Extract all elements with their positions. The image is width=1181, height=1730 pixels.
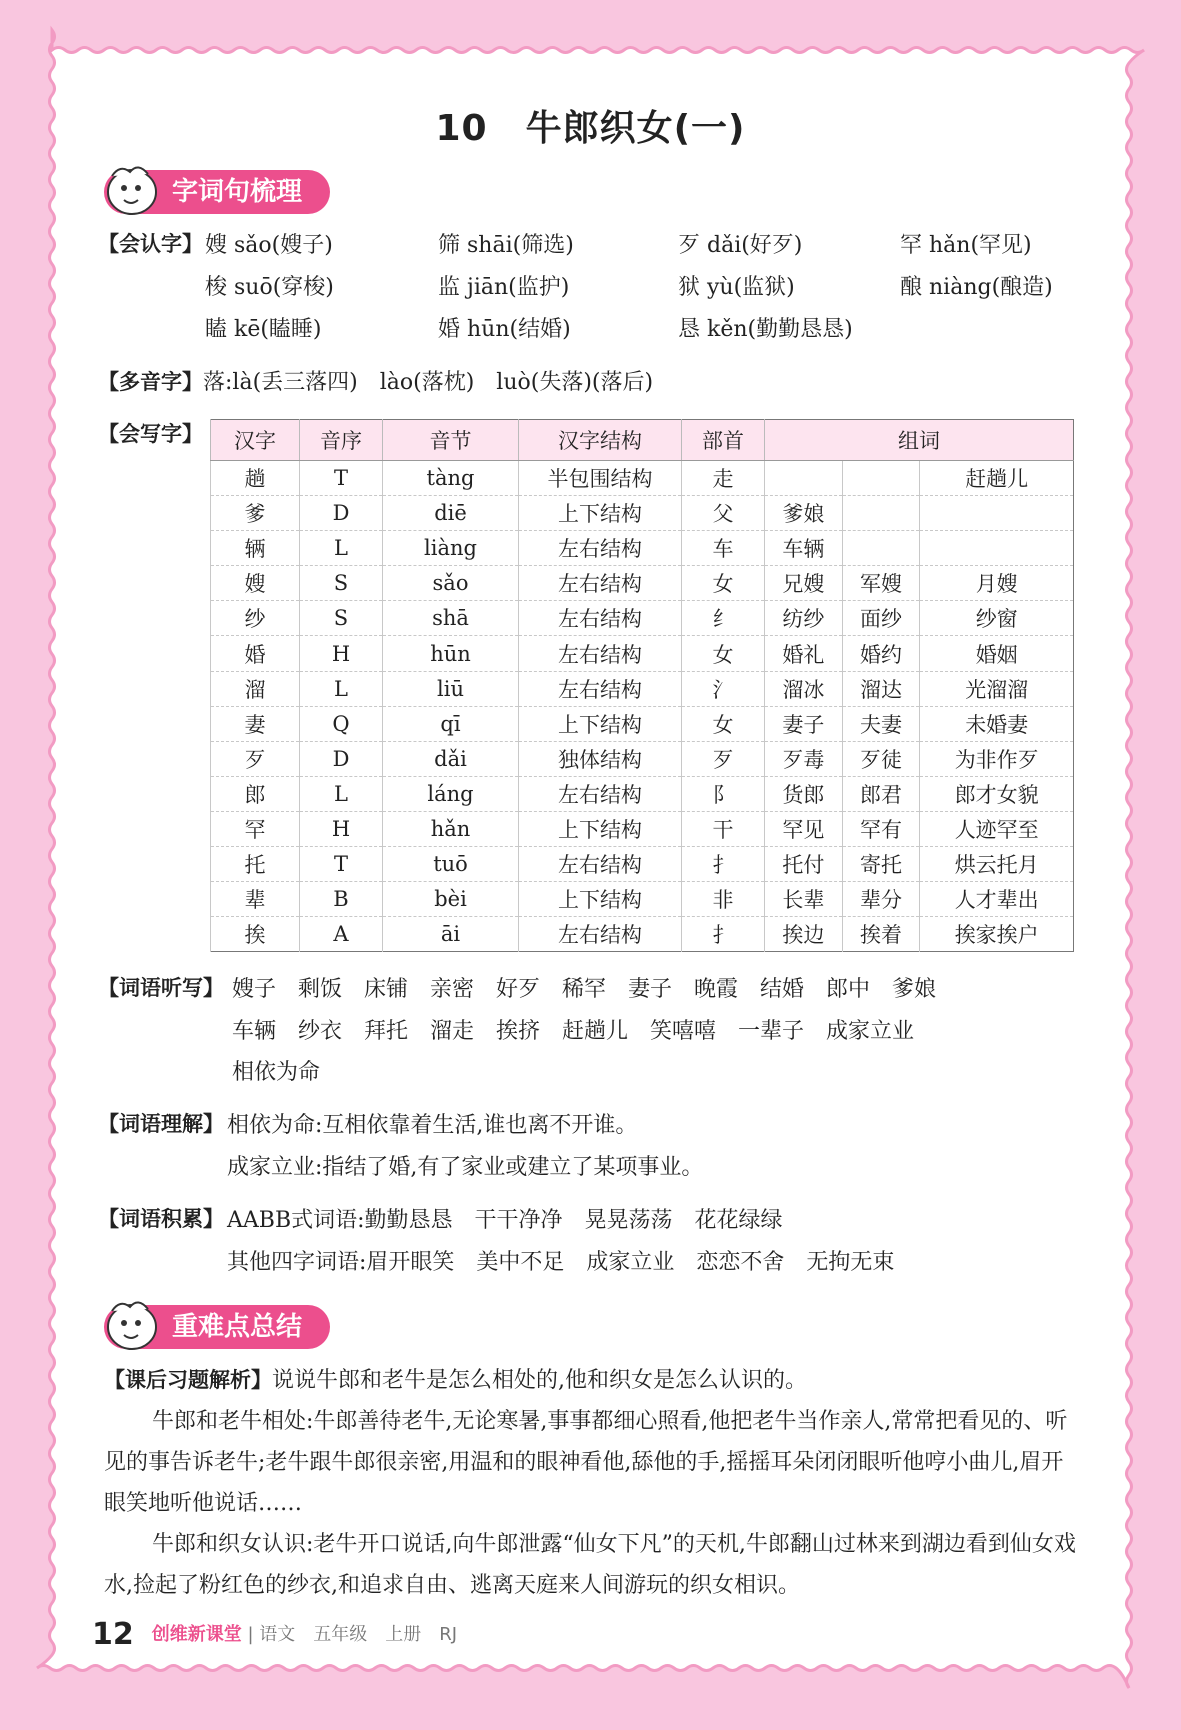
table-cell xyxy=(842,461,920,496)
table-cell: 纟 xyxy=(682,601,765,636)
understand-line: 成家立业:指结了婚,有了家业或建立了某项事业。 xyxy=(227,1155,704,1180)
table-row xyxy=(211,741,1074,776)
recognize-item: 嫂 sǎo(嫂子) xyxy=(205,233,333,258)
table-cell: 溜达 xyxy=(842,671,920,706)
table-cell: 光溜溜 xyxy=(920,671,1074,706)
table-row xyxy=(211,601,1074,636)
table-cell: T xyxy=(300,847,383,882)
recognize-item: 恳 kěn(勤勤恳恳) xyxy=(678,317,853,342)
page-title xyxy=(0,100,1181,151)
table-cell: tuō xyxy=(383,847,519,882)
table-cell: liū xyxy=(383,671,519,706)
table-cell: 婚 xyxy=(211,636,300,671)
table-cell: 独体结构 xyxy=(519,741,682,776)
table-cell: 烘云托月 xyxy=(920,847,1074,882)
table-cell: 军嫂 xyxy=(842,566,920,601)
table-cell: 女 xyxy=(682,636,765,671)
table-cell: 妻子 xyxy=(765,706,843,741)
table-cell: L xyxy=(300,671,383,706)
page-footer xyxy=(92,1617,457,1652)
table-cell: tàng xyxy=(383,461,519,496)
book-meta: | 语文 五年级 上册 RJ xyxy=(247,1624,458,1645)
understand-tag: 【词语理解】 xyxy=(98,1112,224,1136)
table-cell: H xyxy=(300,636,383,671)
table-cell: 纺纱 xyxy=(765,601,843,636)
table-cell: 女 xyxy=(682,706,765,741)
table-row xyxy=(211,847,1074,882)
table-cell xyxy=(842,496,920,531)
table-cell: 为非作歹 xyxy=(920,741,1074,776)
recognize-item: 狱 yù(监狱) xyxy=(678,275,795,300)
table-cell: láng xyxy=(383,776,519,811)
table-cell: 歹徒 xyxy=(842,741,920,776)
table-cell: 上下结构 xyxy=(519,811,682,846)
table-cell: qī xyxy=(383,706,519,741)
table-cell: 左右结构 xyxy=(519,566,682,601)
table-cell: liàng xyxy=(383,531,519,566)
dictation-line: 嫂子 剩饭 床铺 亲密 好歹 稀罕 妻子 晚霞 结婚 郎中 爹娘 xyxy=(232,977,937,1002)
table-cell: 干 xyxy=(682,811,765,846)
table-cell: D xyxy=(300,741,383,776)
table-cell: 纱窗 xyxy=(920,601,1074,636)
character-table xyxy=(210,419,1074,952)
recognize-item: 梭 suō(穿梭) xyxy=(205,275,334,300)
section-title: 重难点总结 xyxy=(172,1312,303,1342)
table-cell xyxy=(842,531,920,566)
table-row xyxy=(211,882,1074,917)
polyphone-tag: 【多音字】 xyxy=(98,370,203,394)
table-cell: 挨着 xyxy=(842,917,920,952)
table-cell: 父 xyxy=(682,496,765,531)
table-row xyxy=(211,811,1074,846)
lamb-mascot-icon xyxy=(102,162,166,220)
accumulate-line: 其他四字词语:眉开眼笑 美中不足 成家立业 恋恋不舍 无拘无束 xyxy=(227,1250,895,1275)
analysis-paragraph: 牛郎和老牛相处:牛郎善待老牛,无论寒暑,事事都细心照看,他把老牛当作亲人,常常把看见的、听见的事告诉老牛;老牛跟牛郎很亲密,用温和的眼神看他,舔他的手,摇摇耳朵闭闭眼听他哼小曲儿,眉开眼笑地听他说话…… xyxy=(104,1409,1068,1516)
table-cell: 郎才女貌 xyxy=(920,776,1074,811)
table-cell: 罕见 xyxy=(765,811,843,846)
accumulate-tag: 【词语积累】 xyxy=(98,1207,224,1231)
table-cell: 左右结构 xyxy=(519,531,682,566)
section-badge-summary xyxy=(104,1305,330,1349)
table-cell: T xyxy=(300,461,383,496)
table-body xyxy=(211,461,1074,952)
table-cell xyxy=(920,531,1074,566)
table-cell: S xyxy=(300,601,383,636)
table-cell: 氵 xyxy=(682,671,765,706)
table-cell: 月嫂 xyxy=(920,566,1074,601)
table-cell: 托 xyxy=(211,847,300,882)
table-cell: 纱 xyxy=(211,601,300,636)
table-cell: S xyxy=(300,566,383,601)
table-cell: H xyxy=(300,811,383,846)
recognize-item: 酿 niàng(酿造) xyxy=(900,275,1053,300)
table-cell: 扌 xyxy=(682,847,765,882)
table-cell: 挨边 xyxy=(765,917,843,952)
table-cell xyxy=(765,461,843,496)
recognize-item: 罕 hǎn(罕见) xyxy=(900,233,1032,258)
table-cell: L xyxy=(300,776,383,811)
column-header: 汉字 xyxy=(211,420,300,461)
table-cell: 嫂 xyxy=(211,566,300,601)
table-cell: 辆 xyxy=(211,531,300,566)
table-cell: 左右结构 xyxy=(519,671,682,706)
table-cell: 未婚妻 xyxy=(920,706,1074,741)
analysis-question: 说说牛郎和老牛是怎么相处的,他和织女是怎么认识的。 xyxy=(272,1368,807,1393)
table-cell: 寄托 xyxy=(842,847,920,882)
recognize-item: 监 jiān(监护) xyxy=(438,275,570,300)
table-cell: 辈分 xyxy=(842,882,920,917)
recognize-item: 歹 dǎi(好歹) xyxy=(678,233,803,258)
column-header: 部首 xyxy=(682,420,765,461)
column-header: 汉字结构 xyxy=(519,420,682,461)
table-row xyxy=(211,566,1074,601)
table-row xyxy=(211,671,1074,706)
table-cell: bèi xyxy=(383,882,519,917)
table-cell: sǎo xyxy=(383,566,519,601)
table-cell: 女 xyxy=(682,566,765,601)
column-header: 音序 xyxy=(300,420,383,461)
table-cell: 左右结构 xyxy=(519,636,682,671)
table-row xyxy=(211,636,1074,671)
table-cell: 郎 xyxy=(211,776,300,811)
table-cell: shā xyxy=(383,601,519,636)
table-cell: 左右结构 xyxy=(519,917,682,952)
table-cell: dǎi xyxy=(383,741,519,776)
table-cell: 阝 xyxy=(682,776,765,811)
lesson-number: 10 xyxy=(435,108,488,149)
section-badge-vocab xyxy=(104,170,330,214)
dictation-line: 车辆 纱衣 拜托 溜走 挨挤 赶趟儿 笑嘻嘻 一辈子 成家立业 xyxy=(232,1019,915,1044)
recognize-item: 瞌 kē(瞌睡) xyxy=(205,317,322,342)
accumulate-line: AABB式词语:勤勤恳恳 干干净净 晃晃荡荡 花花绿绿 xyxy=(227,1208,783,1233)
table-cell: A xyxy=(300,917,383,952)
table-cell: hūn xyxy=(383,636,519,671)
analysis-tag: 【课后习题解析】 xyxy=(104,1368,272,1392)
table-row xyxy=(211,531,1074,566)
lamb-mascot-icon xyxy=(102,1297,166,1355)
table-cell: āi xyxy=(383,917,519,952)
table-cell: 罕有 xyxy=(842,811,920,846)
table-cell: 婚姻 xyxy=(920,636,1074,671)
table-cell: 兄嫂 xyxy=(765,566,843,601)
section-title: 字词句梳理 xyxy=(172,177,303,207)
table-cell: 走 xyxy=(682,461,765,496)
recognize-item: 筛 shāi(筛选) xyxy=(438,233,574,258)
table-cell: 赶趟儿 xyxy=(920,461,1074,496)
table-cell: 上下结构 xyxy=(519,496,682,531)
table-cell: 长辈 xyxy=(765,882,843,917)
table-cell: 歹 xyxy=(211,741,300,776)
page-number: 12 xyxy=(92,1617,134,1652)
analysis-paragraph: 牛郎和织女认识:老牛开口说话,向牛郎泄露“仙女下凡”的天机,牛郎翻山过林来到湖边看到仙女戏水,捡起了粉红色的纱衣,和追求自由、逃离天庭来人间游玩的织女相识。 xyxy=(104,1532,1076,1598)
table-cell: 挨家挨户 xyxy=(920,917,1074,952)
recognize-item: 婚 hūn(结婚) xyxy=(438,317,571,342)
table-cell: 上下结构 xyxy=(519,706,682,741)
table-cell: 面纱 xyxy=(842,601,920,636)
table-cell: 妻 xyxy=(211,706,300,741)
table-cell: 溜 xyxy=(211,671,300,706)
table-cell: 托付 xyxy=(765,847,843,882)
polyphone-line xyxy=(98,365,653,396)
table-cell: 人迹罕至 xyxy=(920,811,1074,846)
table-cell: 溜冰 xyxy=(765,671,843,706)
table-cell: 挨 xyxy=(211,917,300,952)
table-cell: 非 xyxy=(682,882,765,917)
table-cell: 趟 xyxy=(211,461,300,496)
column-header: 组词 xyxy=(765,420,1074,461)
table-cell: 婚约 xyxy=(842,636,920,671)
table-row xyxy=(211,917,1074,952)
table-cell: diē xyxy=(383,496,519,531)
table-cell: 婚礼 xyxy=(765,636,843,671)
table-cell: 左右结构 xyxy=(519,847,682,882)
brand-name: 创维新课堂 xyxy=(151,1624,242,1645)
table-row xyxy=(211,461,1074,496)
table-cell: 爹娘 xyxy=(765,496,843,531)
table-header-row xyxy=(211,420,1074,461)
table-cell: hǎn xyxy=(383,811,519,846)
table-cell xyxy=(920,496,1074,531)
table-cell: 人才辈出 xyxy=(920,882,1074,917)
write-tag: 【会写字】 xyxy=(98,422,203,446)
table-row xyxy=(211,496,1074,531)
analysis-block xyxy=(104,1360,1080,1606)
table-cell: 辈 xyxy=(211,882,300,917)
table-cell: D xyxy=(300,496,383,531)
table-cell: 夫妻 xyxy=(842,706,920,741)
table-cell: 罕 xyxy=(211,811,300,846)
table-row xyxy=(211,776,1074,811)
polyphone-text: 落:là(丢三落四) lào(落枕) luò(失落)(落后) xyxy=(203,370,654,395)
lesson-title: 牛郎织女(一) xyxy=(525,108,746,149)
table-row xyxy=(211,706,1074,741)
understand-line: 相依为命:互相依靠着生活,谁也离不开谁。 xyxy=(227,1113,638,1138)
table-cell: 爹 xyxy=(211,496,300,531)
table-cell: 上下结构 xyxy=(519,882,682,917)
table-cell: 左右结构 xyxy=(519,601,682,636)
table-cell: 左右结构 xyxy=(519,776,682,811)
table-cell: 歹毒 xyxy=(765,741,843,776)
table-cell: B xyxy=(300,882,383,917)
dictation-line: 相依为命 xyxy=(232,1060,321,1085)
column-header: 音节 xyxy=(383,420,519,461)
table-cell: 歹 xyxy=(682,741,765,776)
table-cell: 郎君 xyxy=(842,776,920,811)
table-cell: 车辆 xyxy=(765,531,843,566)
table-cell: 货郎 xyxy=(765,776,843,811)
recognize-tag: 【会认字】 xyxy=(98,232,203,256)
dictation-tag: 【词语听写】 xyxy=(98,976,224,1000)
table-cell: L xyxy=(300,531,383,566)
table-cell: 扌 xyxy=(682,917,765,952)
table-cell: 车 xyxy=(682,531,765,566)
table-cell: Q xyxy=(300,706,383,741)
table-cell: 半包围结构 xyxy=(519,461,682,496)
